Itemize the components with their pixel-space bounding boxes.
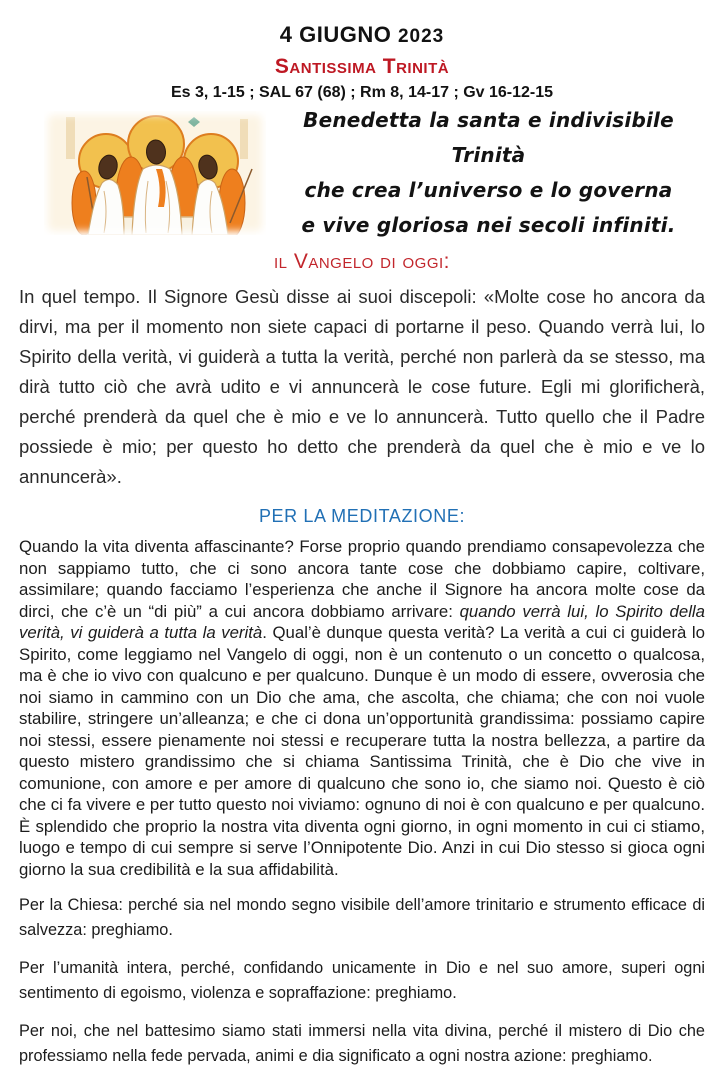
holy-trinity-icon-image [44,111,266,235]
feast-title: Santissima Trinità [274,55,450,78]
date-title [19,22,705,48]
meditation-text-quote: quando verrà lui, lo Spirito della verità, vi guiderà a tutta la verità [19,601,705,642]
meditation-text-part1: Quando la vita diventa affascinante? Forse proprio quando prendiamo consapevolezza che non sappiamo tutto, che ci sono ancora tante cose che dobbiamo capire, coltivare, assimilare; quando facciamo l’esperienza che anche il Signore ha ancora molte cose da dirci, che c’è un “di più” a cui ancora dobbiamo arrivare: [19,537,705,621]
meditation-section-heading: PER LA MEDITAZIONE: [258,506,466,526]
date-day-month: 4 GIUGNO [279,22,392,47]
meditation-text-part2: . Qual’è dunque questa verità? La verità a cui ci guiderà lo Spirito, come leggiamo nel Vangelo di oggi, non è un contenuto o un concetto o qualcosa, ma è che io vivo con qualcuno e per qualcuno. Dunque è un modo di essere, ovverosia che noi siamo in cammino con un Dio che ama, che ascolta, che chiama; che con noi vuole stabilire, stringere un’alleanza; e che ci dona un’opportunità grandissima: possiamo capire noi stessi, essere pienamente noi stessi e recuperare tutta la nostra bellezza, a partire da questo mistero grandissimo che si chiama Santissima Trinità, che è Dio che vive in comunione, con amore e per amore di qualcuno che sono io, che siamo noi. Questo è ciò che ci fa vivere e per tutto questo noi viviamo: ognuno di noi è con qualcuno e per qualcuno. È splendido che proprio la nostra vita diventa ogni giorno, in ogni momento in cui ci stiamo, luogo e tempo di cui sempre si serve l’Onnipotente Dio. Anzi in cui Dio stesso si gioca ogni giorno la sua credibilità e la sua affidabilità. [19,623,705,879]
antiphon-row [19,108,705,237]
meditation-text [19,536,705,880]
prayer-intention-humanity: Per l’umanità intera, perché, confidando unicamente in Dio e nel suo amore, superi ogni sentimento di egoismo, violenza e sopraffazione: preghiamo. [19,959,705,1002]
readings-line: Es 3, 1-15 ; SAL 67 (68) ; Rm 8, 14-17 ; Gv 16-12-15 [170,84,554,101]
gospel-text: In quel tempo. Il Signore Gesù disse ai suoi discepoli: «Molte cose ho ancora da dirvi, ma per il momento non siete capaci di portarne il peso. Quando verrà lui, lo Spirito della verità, vi guiderà a tutta la verità, perché non parlerà da se stesso, ma dirà tutto ciò che avrà udito e vi annuncerà le cose future. Egli mi glorificherà, perché prenderà da quel che è mio e ve lo annuncerà. Tutto quello che il Padre possiede è mio; per questo ho detto che prenderà da quel che è mio e ve lo annuncerà». [19,286,705,487]
gospel-section-heading: il Vangelo di oggi: [273,250,451,273]
page-header [19,22,705,102]
prayer-intention-church: Per la Chiesa: perché sia nel mondo segno visibile dell’amore trinitario e strumento efficace di salvezza: preghiamo. [19,896,705,939]
entrance-antiphon [266,103,705,243]
antiphon-line-2: che crea l’universo e lo governa [304,178,673,202]
holy-trinity-icon [44,111,266,235]
antiphon-line-3: e vive gloriosa nei secoli infiniti. [301,213,676,237]
date-year: 2023 [397,26,445,47]
prayer-intention-baptized: Per noi, che nel battesimo siamo stati immersi nella vita divina, perché il mistero di Dio che professiamo nella fede pervada, animi e dia significato a ogni nostra azione: preghiamo. [19,1022,705,1065]
antiphon-line-1: Benedetta la santa e indivisibile Trinità [303,108,674,167]
